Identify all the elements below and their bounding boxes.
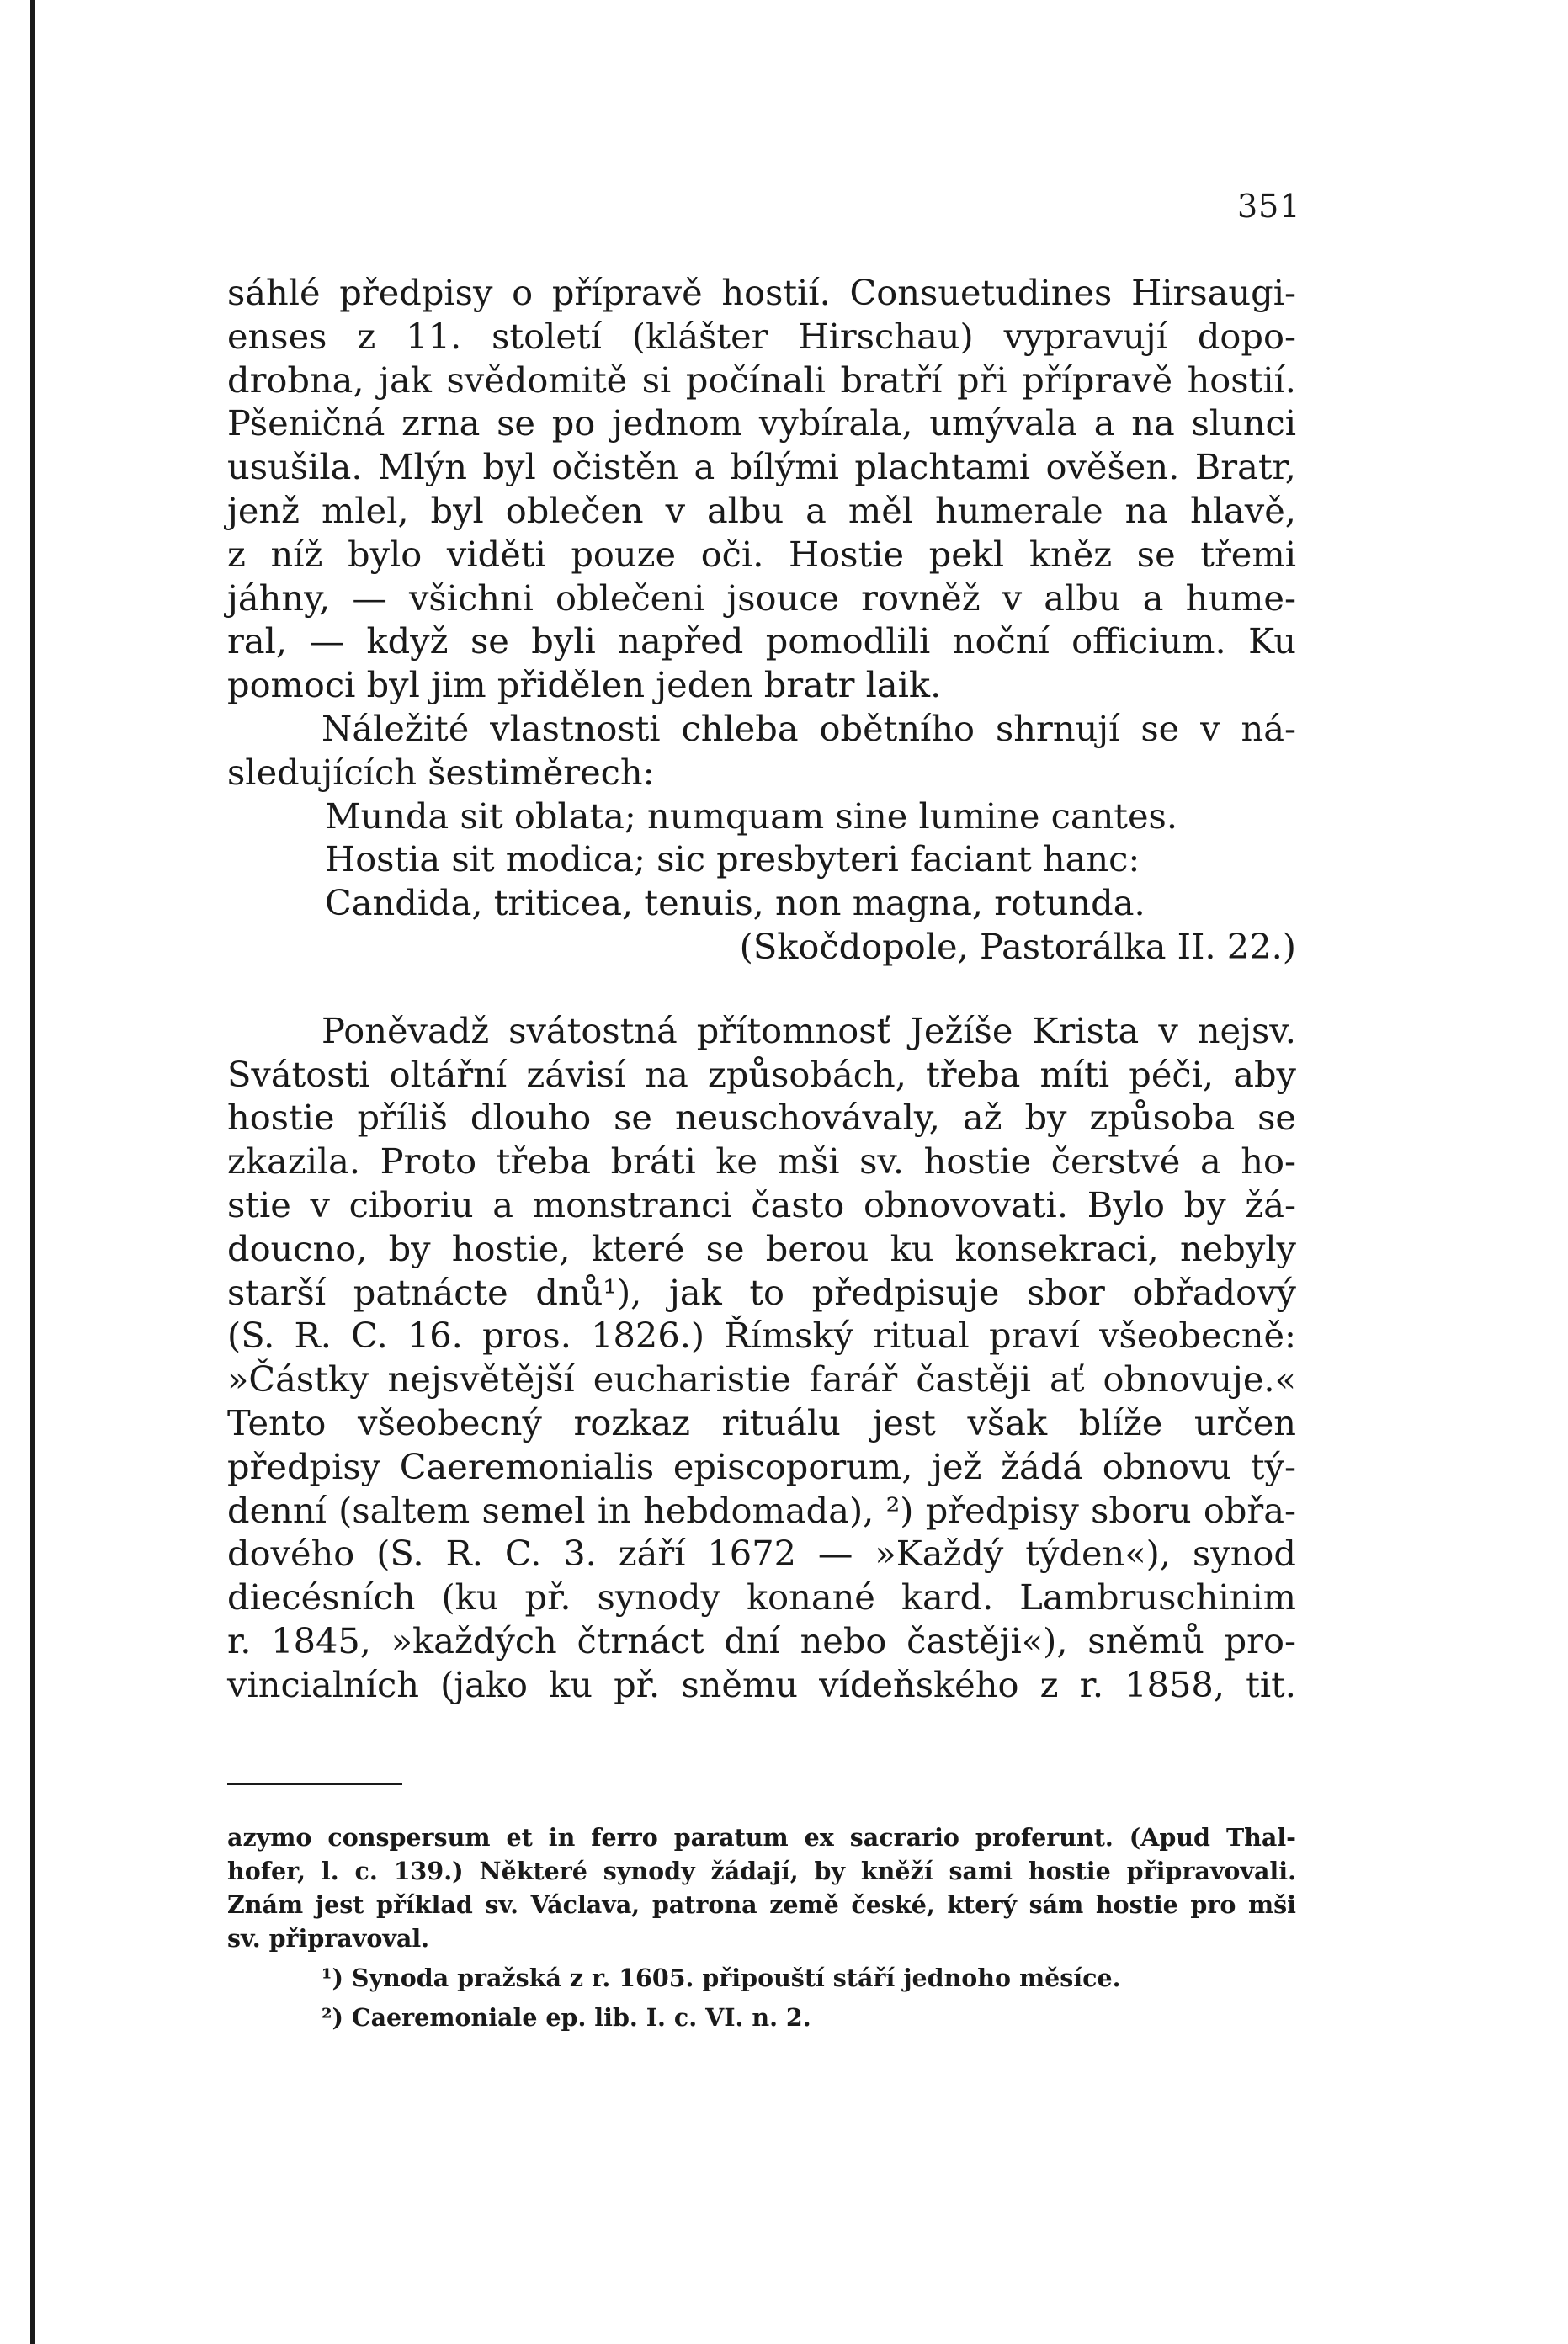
text-line: Náležité vlastnosti chleba obětního shrnují se v ná- <box>322 707 1296 749</box>
text-line: r. 1845, »každých čtrnáct dní nebo častěji«), sněmů pro- <box>227 1619 1296 1661</box>
page-number: 351 <box>1237 188 1301 225</box>
text-line: jenž mlel, byl oblečen v albu a měl humerale na hlavě, <box>227 489 1296 531</box>
text-line: pomoci byl jim přidělen jeden bratr laik. <box>227 664 942 706</box>
text-line: dového (S. R. C. 3. září 1672 — »Každý týden«), synod <box>227 1533 1296 1575</box>
text-line: Svátosti oltářní závisí na způsobách, třeba míti péči, aby <box>227 1053 1296 1095</box>
text-line: »Částky nejsvětější eucharistie farář častěji ať obnovuje.« <box>227 1358 1296 1401</box>
text-line: sáhlé předpisy o přípravě hostií. Consuetudines Hirsaugi- <box>227 272 1296 313</box>
text-line: Pšeničná zrna se po jednom vybírala, umývala a na slunci <box>227 402 1296 444</box>
text-line: diecésních (ku př. synody konané kard. Lambruschinim <box>227 1576 1296 1618</box>
text-line: Tento všeobecný rozkaz rituálu jest však blíže určen <box>227 1401 1296 1443</box>
text-line: doucno, by hostie, které se berou ku konsekraci, nebyly <box>227 1227 1296 1269</box>
text-line: starší patnácte dnů¹), jak to předpisuje sbor obřadový <box>227 1271 1296 1313</box>
text-line: jáhny, — všichni oblečeni jsouce rovněž v albu a hume- <box>227 577 1296 619</box>
text-line: usušila. Mlýn byl očistěn a bílými plachtami ověšen. Bratr, <box>227 446 1296 488</box>
text-line: stie v ciboriu a monstranci často obnovovati. Bylo by žá- <box>227 1183 1296 1225</box>
text-line: drobna, jak svědomitě si počínali bratří při přípravě hostií. <box>227 359 1296 401</box>
footnote-2: ²) Caeremoniale ep. lib. I. c. VI. n. 2. <box>322 2003 811 2032</box>
text-line: denní (saltem semel in hebdomada), ²) předpisy sboru obřa- <box>227 1489 1296 1531</box>
text-line: zkazila. Proto třeba bráti ke mši sv. hostie čerstvé a ho- <box>227 1140 1296 1183</box>
text-line: ral, — když se byli napřed pomodlili noční officium. Ku <box>227 620 1296 662</box>
text-line: předpisy Caeremonialis episcoporum, jež žádá obnovu tý- <box>227 1445 1296 1487</box>
verse-attribution: (Skočdopole, Pastorálka II. 22.) <box>739 925 1296 967</box>
footnote-line: Znám jest příklad sv. Václava, patrona země české, který sám hostie pro mši <box>227 1890 1296 1919</box>
text-line: z níž bylo viděti pouze oči. Hostie pekl kněz se třemi <box>227 533 1296 575</box>
text-line: Poněvadž svátostná přítomnosť Ježíše Krista v nejsv. <box>322 1009 1296 1051</box>
text-line: (S. R. C. 16. pros. 1826.) Římský ritual praví všeobecně: <box>227 1315 1296 1357</box>
footnote-line: azymo conspersum et in ferro paratum ex sacrario proferunt. (Apud Thal- <box>227 1823 1296 1852</box>
verse-line: Hostia sit modica; sic presbyteri faciant hanc: <box>325 838 1140 880</box>
footnote-separator <box>227 1783 402 1785</box>
verse-line: Candida, triticea, tenuis, non magna, rotunda. <box>325 882 1145 924</box>
verse-line: Munda sit oblata; numquam sine lumine cantes. <box>325 795 1178 837</box>
text-line: vincialních (jako ku př. sněmu vídeňského z r. 1858, tit. <box>227 1663 1296 1705</box>
text-line: enses z 11. století (klášter Hirschau) vypravují dopo- <box>227 315 1296 357</box>
body-text <box>227 271 1296 1707</box>
footnotes <box>227 1820 1296 2034</box>
footnote-line: sv. připravoval. <box>227 1924 430 1953</box>
text-line: sledujících šestiměrech: <box>227 751 655 793</box>
text-line: hostie příliš dlouho se neuschovávaly, až by způsoba se <box>227 1097 1296 1139</box>
page-binding-edge <box>30 0 35 2344</box>
footnote-line: hofer, l. c. 139.) Některé synody žádají, by kněží sami hostie připravovali. <box>227 1857 1296 1885</box>
footnote-1: ¹) Synoda pražská z r. 1605. připouští stáří jednoho měsíce. <box>322 1964 1121 1992</box>
